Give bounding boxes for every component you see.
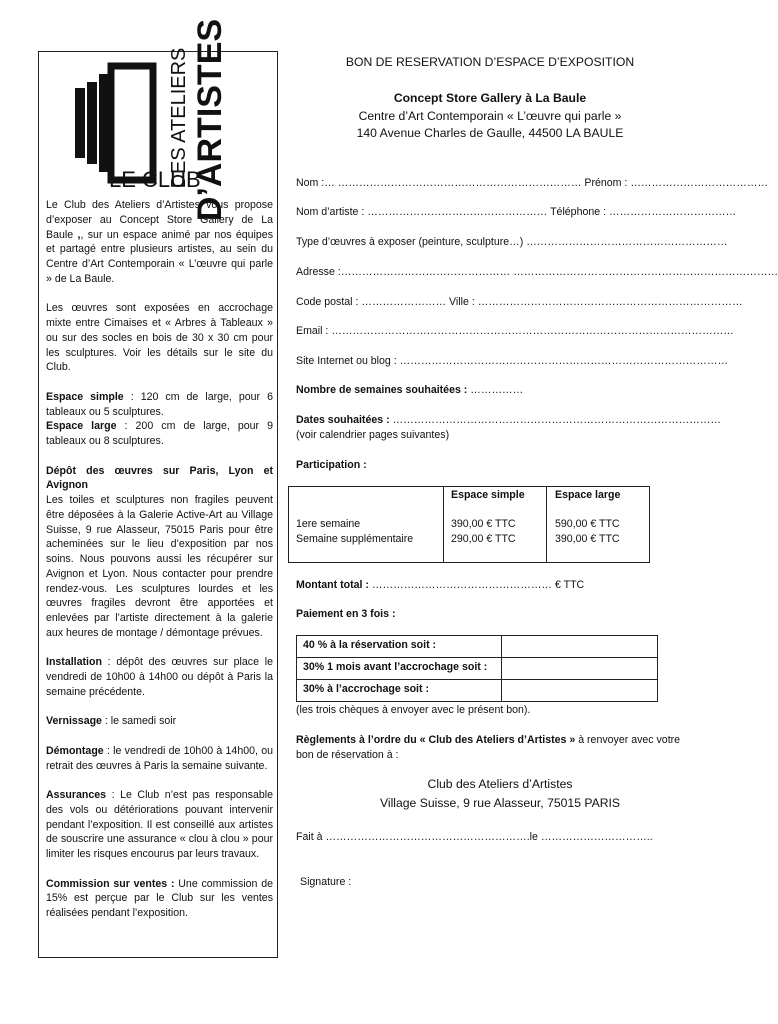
info-panel xyxy=(38,18,278,958)
nom-field[interactable]: Nom :… …………………………………………………………… Prénom : ………………………………… xyxy=(296,177,769,189)
info-text: Le Club des Ateliers d’Artistes vous propose d’exposer au Concept Store Gallery de La Baule ,, sur un espace animé par nos équipes et partagé entre plusieurs artistes, au sein du Centre d’Art Contemporain « L’œuvre qui parle » de La Baule. Les œuvres sont exposées en accrochage mixte entre Cimaises et « Arbres à Tableaux » ou sur des socles en bois de 30 x 30 cm pour les sculptures. Voir les détails sur le site du Club. Espace simple : 120 cm de large, pour 6 tableaux ou 5 sculptures. Espace large : 200 cm de large, pour 9 tableaux ou 8 sculptures. Dépôt des œuvres sur Paris, Lyon et Avignon Les toiles et sculptures non fragiles peuvent être déposées à la Galerie Active-Art au Village Suisse, 9 rue Alasseur, 75015 Paris pour être acheminées sur le lieu d’exposition par nos soins. Nous pouvons aussi les récupérer sur Avignon et Lyon. Nous contacter pour prendre rendez-vous. Les sculptures lourdes et les œuvres fragiles devront être apportées et enlevées par l’artiste directement à la galerie aux heures de montage / démontage prévues. Installation : dépôt des œuvres sur place le vendredi de 10h00 à 14h00 ou dépôt à Paris la semaine précédente. Vernissage : le samedi soir Démontage : le vendredi de 10h00 à 14h00, ou retrait des œuvres à Paris la semaine suivante. Assurances : Le Club n’est pas responsable des vols ou détériorations pouvant intervenir pendant l’exposition. Il est conseillé aux artistes de souscrire une assurance « clou à clou » pour limiter les risques encourus par leurs travaux. Commission sur ventes : Une commission de 15% est perçue par le Club sur les ventes réalisées pendant l’exposition. xyxy=(46,199,273,919)
montant-total-label: Montant total : xyxy=(296,579,369,591)
commission-label: Commission sur ventes : xyxy=(46,877,175,890)
row-semaine-supp: Semaine supplémentaire xyxy=(296,533,414,545)
svg-text:LE CLUB: LE CLUB xyxy=(109,167,201,192)
row-1ere-semaine: 1ere semaine xyxy=(296,518,361,530)
paiement-row-label: 30% à l’accrochage soit : xyxy=(303,683,430,695)
club-name: Club des Ateliers d’Artistes xyxy=(427,777,573,791)
centre-name: Centre d’Art Contemporain « L’œuvre qui parle » xyxy=(358,109,622,123)
paiement-row[interactable] xyxy=(297,636,657,658)
depot-text: Les toiles et sculptures non fragiles peuvent être déposées à la Galerie Active-Art au Village Suisse, 9 rue Alasseur, 75015 Paris pour être acheminées sur le lieu d’exposition par nos soins. Nous pouvons aussi les récupérer sur Avignon et Lyon. Nous contacter pour prendre rendez-vous. Les sculptures lourdes et les œuvres fragiles devront être apportées et enlevées par l’artiste directement à la galerie aux heures de montage / démontage prévues. xyxy=(46,494,273,639)
espace-large-text: : 200 cm de large, pour 9 tableaux ou 8 sculptures. xyxy=(46,420,273,447)
table-divider xyxy=(443,486,444,563)
intro-text-2: , sur un espace animé par nos équipes et partagé entre plusieurs artistes, au sein du Centre d’Art Contemporain « L’œuvre qui parle » de La Baule. xyxy=(46,228,273,285)
svg-text:D’ARTISTES: D’ARTISTES xyxy=(191,18,229,222)
assurances-text: : Le Club n’est pas responsable des vols ou détériorations pouvant intervenir pendant l’exposition. Il est conseillé aux artistes de souscrire une assurance « clou à clou » pour limiter les risques encourus par leurs travaux. xyxy=(46,789,273,860)
depot-title: Dépôt des œuvres sur Paris, Lyon et Avignon xyxy=(46,464,273,492)
svg-text:DES ATELIERS: DES ATELIERS xyxy=(168,47,190,189)
reglements-label: Règlements à l’ordre du « Club des Ateliers d’Artistes » xyxy=(296,734,576,746)
row1-large-price: 590,00 € TTC xyxy=(555,518,620,530)
assurances-label: Assurances xyxy=(46,789,107,801)
semaines-field[interactable] xyxy=(296,384,523,396)
row2-simple-price: 290,00 € TTC xyxy=(451,533,516,545)
reglements-text-2: bon de réservation à : xyxy=(296,749,399,761)
exhibition-text: Les œuvres sont exposées en accrochage mixte entre Cimaises et « Arbres à Tableaux » ou sur des socles en bois de 30 x 30 cm pour les sculptures. Voir les détails sur le site du Club. xyxy=(46,302,273,374)
table-divider xyxy=(546,486,547,563)
signature-field[interactable]: Signature : xyxy=(300,876,352,888)
montant-total-dots: …………………………………………… € TTC xyxy=(368,579,585,591)
montant-total-field[interactable] xyxy=(296,579,584,591)
installation-label: Installation xyxy=(46,656,102,669)
commission-text: Une commission de 15% est perçue par le Club sur les ventes réalisées pendant l’exposition. xyxy=(46,877,273,919)
nom-artiste-field[interactable]: Nom d’artiste : …………………………………………… Téléphone : ……………………………… xyxy=(296,206,737,218)
paiement-row-label: 30% 1 mois avant l’accrochage soit : xyxy=(303,661,488,673)
espace-large-label: Espace large xyxy=(46,420,117,433)
paiement-row[interactable] xyxy=(297,658,657,680)
col-espace-large: Espace large xyxy=(555,489,621,501)
type-oeuvres-field[interactable]: Type d’œuvres à exposer (peinture, sculpture…) ………………………………………………… xyxy=(296,236,728,248)
store-name: Concept Store Gallery à La Baule xyxy=(393,91,587,105)
dates-note: (voir calendrier pages suivantes) xyxy=(296,429,450,441)
espace-simple-label: Espace simple xyxy=(46,390,124,403)
col-espace-simple: Espace simple xyxy=(451,489,525,501)
form-title: BON DE RESERVATION D’ESPACE D’EXPOSITION xyxy=(345,55,635,69)
reglements-text: à renvoyer avec votre xyxy=(575,734,681,746)
espace-simple-text: : 120 cm de large, pour 6 tableaux ou 5 sculptures. xyxy=(46,390,273,418)
intro-text: Le Club des Ateliers d’Artistes vous propose d’exposer au Concept Store Gallery de La Baule xyxy=(46,199,273,241)
fait-a-field[interactable]: Fait à ………………………………………………….le ………………………….. xyxy=(296,831,653,843)
dates-label: Dates souhaitées : xyxy=(296,414,390,426)
paiement-row-label: 40 % à la réservation soit : xyxy=(303,639,437,651)
row1-simple-price: 390,00 € TTC xyxy=(451,518,516,530)
participation-label: Participation : xyxy=(296,459,367,471)
dates-field[interactable] xyxy=(296,414,721,426)
site-field[interactable]: Site Internet ou blog : ………………………………………………………………………………… xyxy=(296,355,729,367)
store-address: 140 Avenue Charles de Gaulle, 44500 LA BAULE xyxy=(356,126,624,140)
vernissage-text: : le samedi soir xyxy=(101,715,177,728)
demontage-text: : le vendredi de 10h00 à 14h00, ou retrait des œuvres à Paris la semaine suivante. xyxy=(46,744,273,772)
demontage-label: Démontage xyxy=(46,744,104,757)
club-logo xyxy=(73,18,253,222)
adresse-field[interactable]: Adresse :………………………………………… ………………………………………………………………… xyxy=(296,266,778,278)
club-address: Village Suisse, 9 rue Alasseur, 75015 PARIS xyxy=(379,796,621,810)
installation-text: : dépôt des œuvres sur place le vendredi de 10h00 à 14h00 ou dépôt à Paris la semaine précédente. xyxy=(46,656,273,698)
row2-large-price: 390,00 € TTC xyxy=(555,533,620,545)
paiement-row[interactable] xyxy=(297,680,657,702)
vernissage-label: Vernissage xyxy=(46,715,102,728)
semaines-dots: …………… xyxy=(467,384,524,396)
paiement-note: (les trois chèques à envoyer avec le présent bon). xyxy=(296,704,531,716)
code-postal-field[interactable]: Code postal : …………………… Ville : ………………………………………………………………… xyxy=(296,296,743,308)
email-field[interactable]: Email : …………………………………………………………………………………………………… xyxy=(296,325,734,337)
semaines-label: Nombre de semaines souhaitées : xyxy=(296,384,468,396)
paiement-title: Paiement en 3 fois : xyxy=(296,608,396,620)
paiement-table xyxy=(296,635,658,702)
dates-dots: ………………………………………………………………………………… xyxy=(389,414,721,426)
